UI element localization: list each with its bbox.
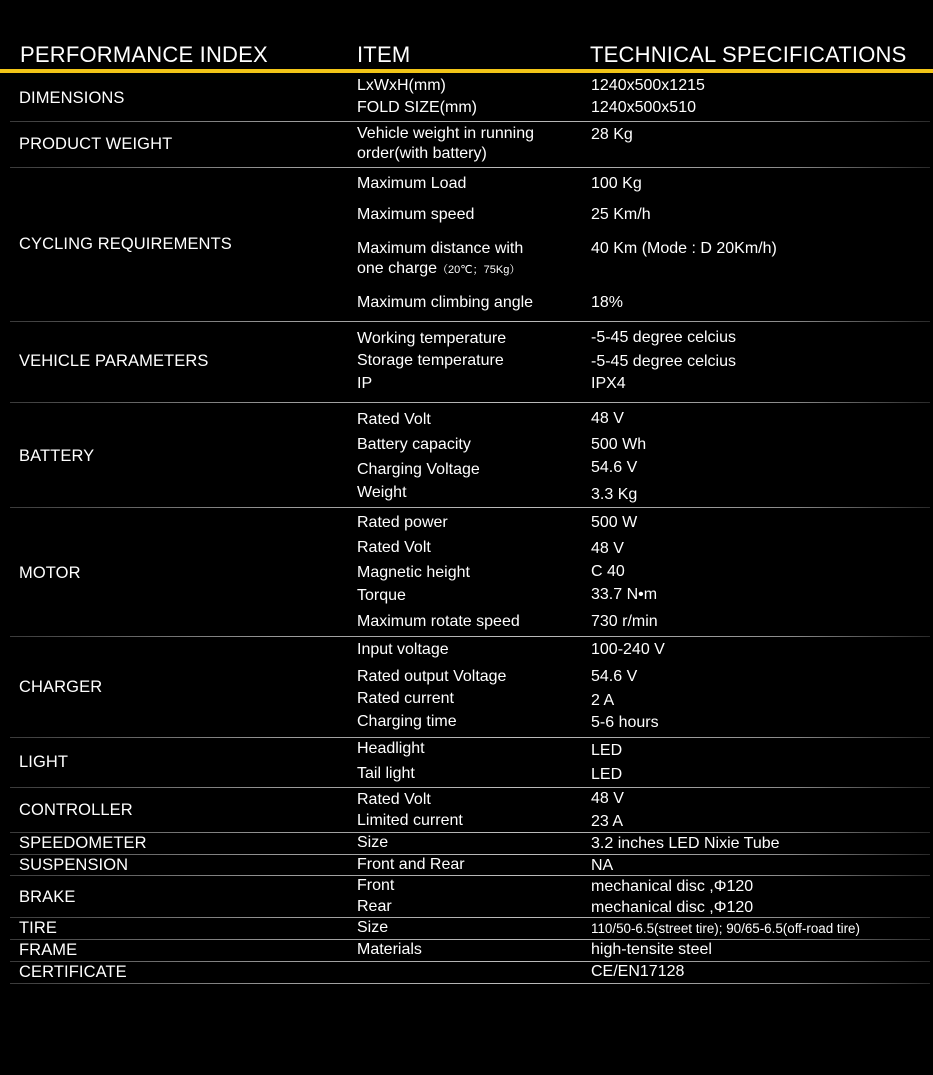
category-speedometer: SPEEDOMETER xyxy=(19,834,147,852)
spec-rated-output-voltage: 54.6 V xyxy=(591,668,638,685)
spec-storage-temperature: -5-45 degree celcius xyxy=(591,353,736,370)
category-light: LIGHT xyxy=(19,753,69,771)
section-divider xyxy=(10,832,930,833)
item-maximum-speed: Maximum speed xyxy=(357,206,475,223)
item-maximum-load: Maximum Load xyxy=(357,175,467,192)
item-maximum-rotate-speed: Maximum rotate speed xyxy=(357,613,520,630)
item-maximum-distance-line2 xyxy=(357,259,520,280)
section-divider xyxy=(10,917,930,918)
item-motor-rated-volt: Rated Volt xyxy=(357,539,431,556)
section-divider xyxy=(10,507,930,508)
header-item: ITEM xyxy=(357,42,411,67)
spec-battery-rated-volt: 48 V xyxy=(591,410,624,427)
spec-certificate: CE/EN17128 xyxy=(591,963,685,980)
section-divider xyxy=(10,636,930,637)
spec-brake-front: mechanical disc ,Φ120 xyxy=(591,878,754,895)
item-fold-size: FOLD SIZE(mm) xyxy=(357,99,477,116)
spec-motor-rated-volt: 48 V xyxy=(591,540,624,557)
item-magnetic-height: Magnetic height xyxy=(357,564,470,581)
spec-battery-capacity: 500 Wh xyxy=(591,436,647,453)
item-controller-rated-volt: Rated Volt xyxy=(357,791,431,808)
spec-brake-rear: mechanical disc ,Φ120 xyxy=(591,899,754,916)
section-divider xyxy=(10,402,930,403)
spec-tire-size: 110/50-6.5(street tire); 90/65-6.5(off-road tire) xyxy=(591,921,860,936)
item-lxwxh: LxWxH(mm) xyxy=(357,77,446,94)
item-brake-front: Front xyxy=(357,877,395,894)
section-divider xyxy=(10,737,930,738)
section-divider xyxy=(10,939,930,940)
item-frame-materials: Materials xyxy=(357,941,422,958)
section-divider xyxy=(10,787,930,788)
spec-controller-rated-volt: 48 V xyxy=(591,790,624,807)
item-tire-size: Size xyxy=(357,919,389,936)
spec-suspension: NA xyxy=(591,857,614,874)
spec-ip: IPX4 xyxy=(591,375,626,392)
category-vehicle-parameters: VEHICLE PARAMETERS xyxy=(19,352,209,370)
category-certificate: CERTIFICATE xyxy=(19,963,127,981)
spec-rated-current: 2 A xyxy=(591,692,615,709)
item-speedometer-size: Size xyxy=(357,834,389,851)
category-dimensions: DIMENSIONS xyxy=(19,89,125,107)
spec-maximum-rotate-speed: 730 r/min xyxy=(591,613,658,630)
item-limited-current: Limited current xyxy=(357,812,463,829)
item-battery-rated-volt: Rated Volt xyxy=(357,411,431,428)
item-tail-light: Tail light xyxy=(357,765,415,782)
section-divider xyxy=(10,167,930,168)
section-divider xyxy=(10,983,930,984)
spec-rated-power: 500 W xyxy=(591,514,638,531)
spec-input-voltage: 100-240 V xyxy=(591,641,665,658)
header-technical-specifications: TECHNICAL SPECIFICATIONS xyxy=(590,42,907,67)
spec-maximum-climbing-angle: 18% xyxy=(591,294,624,311)
spec-limited-current: 23 A xyxy=(591,813,624,830)
item-ip: IP xyxy=(357,375,373,392)
item-vehicle-weight-line2: order(with battery) xyxy=(357,145,487,162)
category-frame: FRAME xyxy=(19,941,78,959)
category-tire: TIRE xyxy=(19,919,57,937)
spec-charging-voltage: 54.6 V xyxy=(591,459,638,476)
spec-vehicle-weight: 28 Kg xyxy=(591,126,633,143)
spec-charging-time: 5-6 hours xyxy=(591,714,659,731)
spec-magnetic-height: C 40 xyxy=(591,563,625,580)
spec-torque: 33.7 N•m xyxy=(591,586,658,603)
spec-speedometer-size: 3.2 inches LED Nixie Tube xyxy=(591,835,780,852)
spec-battery-weight: 3.3 Kg xyxy=(591,486,638,503)
item-torque: Torque xyxy=(357,587,406,604)
item-front-and-rear: Front and Rear xyxy=(357,856,465,873)
spec-maximum-distance: 40 Km (Mode : D 20Km/h) xyxy=(591,240,777,257)
item-battery-weight: Weight xyxy=(357,484,407,501)
item-brake-rear: Rear xyxy=(357,898,392,915)
item-storage-temperature: Storage temperature xyxy=(357,352,504,369)
item-charging-time: Charging time xyxy=(357,713,457,730)
spec-maximum-load: 100 Kg xyxy=(591,175,642,192)
item-rated-current: Rated current xyxy=(357,690,454,707)
item-working-temperature: Working temperature xyxy=(357,330,507,347)
spec-maximum-speed: 25 Km/h xyxy=(591,206,651,223)
spec-fold-size: 1240x500x510 xyxy=(591,99,696,116)
header-accent-rule xyxy=(0,69,933,73)
item-maximum-distance-line1: Maximum distance with xyxy=(357,240,524,257)
category-controller: CONTROLLER xyxy=(19,801,133,819)
item-vehicle-weight-line1: Vehicle weight in running xyxy=(357,125,535,142)
category-product-weight: PRODUCT WEIGHT xyxy=(19,135,173,153)
item-maximum-climbing-angle: Maximum climbing angle xyxy=(357,294,534,311)
item-maximum-distance-line2-text: one charge xyxy=(357,260,438,277)
item-maximum-distance-note: （20℃；75Kg） xyxy=(437,264,521,276)
spec-frame-materials: high-tensite steel xyxy=(591,941,712,958)
spec-headlight: LED xyxy=(591,742,623,759)
item-charging-voltage: Charging Voltage xyxy=(357,461,480,478)
item-rated-power: Rated power xyxy=(357,514,448,531)
spec-tail-light: LED xyxy=(591,766,623,783)
category-battery: BATTERY xyxy=(19,447,95,465)
category-cycling-requirements: CYCLING REQUIREMENTS xyxy=(19,235,232,253)
category-brake: BRAKE xyxy=(19,888,76,906)
item-headlight: Headlight xyxy=(357,740,425,757)
section-divider xyxy=(10,875,930,876)
item-rated-output-voltage: Rated output Voltage xyxy=(357,668,507,685)
section-divider xyxy=(10,321,930,322)
section-divider xyxy=(10,854,930,855)
category-charger: CHARGER xyxy=(19,678,103,696)
category-suspension: SUSPENSION xyxy=(19,856,129,874)
spec-working-temperature: -5-45 degree celcius xyxy=(591,329,736,346)
header-performance-index: PERFORMANCE INDEX xyxy=(20,42,268,67)
item-battery-capacity: Battery capacity xyxy=(357,436,471,453)
category-motor: MOTOR xyxy=(19,564,81,582)
item-input-voltage: Input voltage xyxy=(357,641,449,658)
spec-lxwxh: 1240x500x1215 xyxy=(591,77,705,94)
section-divider xyxy=(10,961,930,962)
section-divider xyxy=(10,121,930,122)
